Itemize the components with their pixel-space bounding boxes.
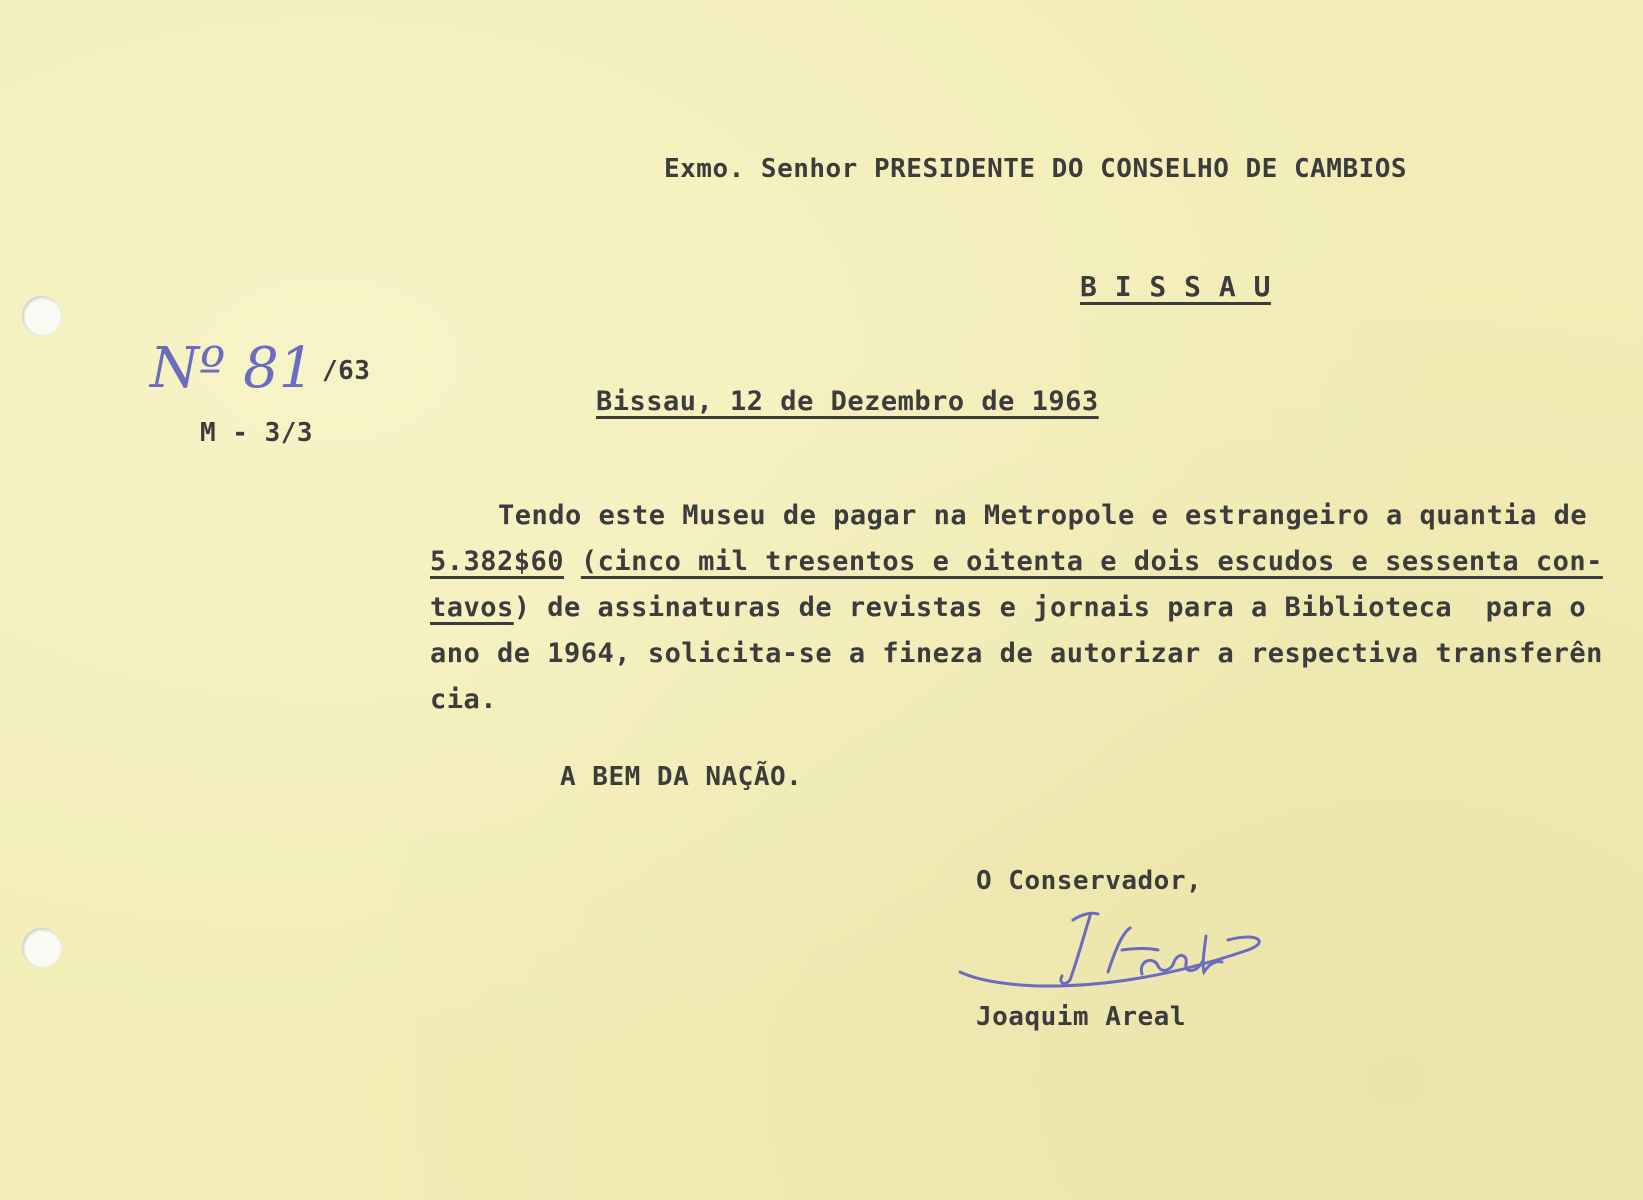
body-line-4: ano de 1964, solicita-se a fineza de autorizar a respectiva transferên — [430, 638, 1603, 669]
signatory-name: Joaquim Areal — [976, 1002, 1186, 1032]
body-line-3 — [430, 592, 1586, 623]
body-line-5: cia. — [430, 684, 498, 715]
punch-hole-top — [22, 296, 62, 336]
body-line-2 — [430, 546, 1603, 577]
closing-salutation: A BEM DA NAÇÃO. — [560, 762, 803, 792]
city-heading: B I S S A U — [1080, 270, 1271, 303]
date-line: Bissau, 12 de Dezembro de 1963 — [596, 386, 1099, 417]
amount-words-end: tavos — [430, 592, 514, 623]
amount-figure: 5.382$60 — [430, 546, 565, 577]
body-line-1: Tendo este Museu de pagar na Metropole e estrangeiro a quantia de — [498, 500, 1588, 531]
addressee-line: Exmo. Senhor PRESIDENTE DO CONSELHO DE CAMBIOS — [664, 154, 1408, 184]
body-line-3-rest: ) de assinaturas de revistas e jornais para a Biblioteca para o — [513, 592, 1587, 623]
reference-code: M - 3/3 — [200, 418, 314, 448]
reference-year: /63 — [322, 356, 371, 386]
punch-hole-bottom — [22, 928, 62, 968]
handwritten-signature — [958, 902, 1278, 1012]
signatory-title: O Conservador, — [976, 866, 1203, 896]
handwritten-reference-number: Nº 81 — [150, 336, 315, 401]
amount-words: (cinco mil tresentos e oitenta e dois escudos e sessenta con- — [580, 546, 1603, 577]
